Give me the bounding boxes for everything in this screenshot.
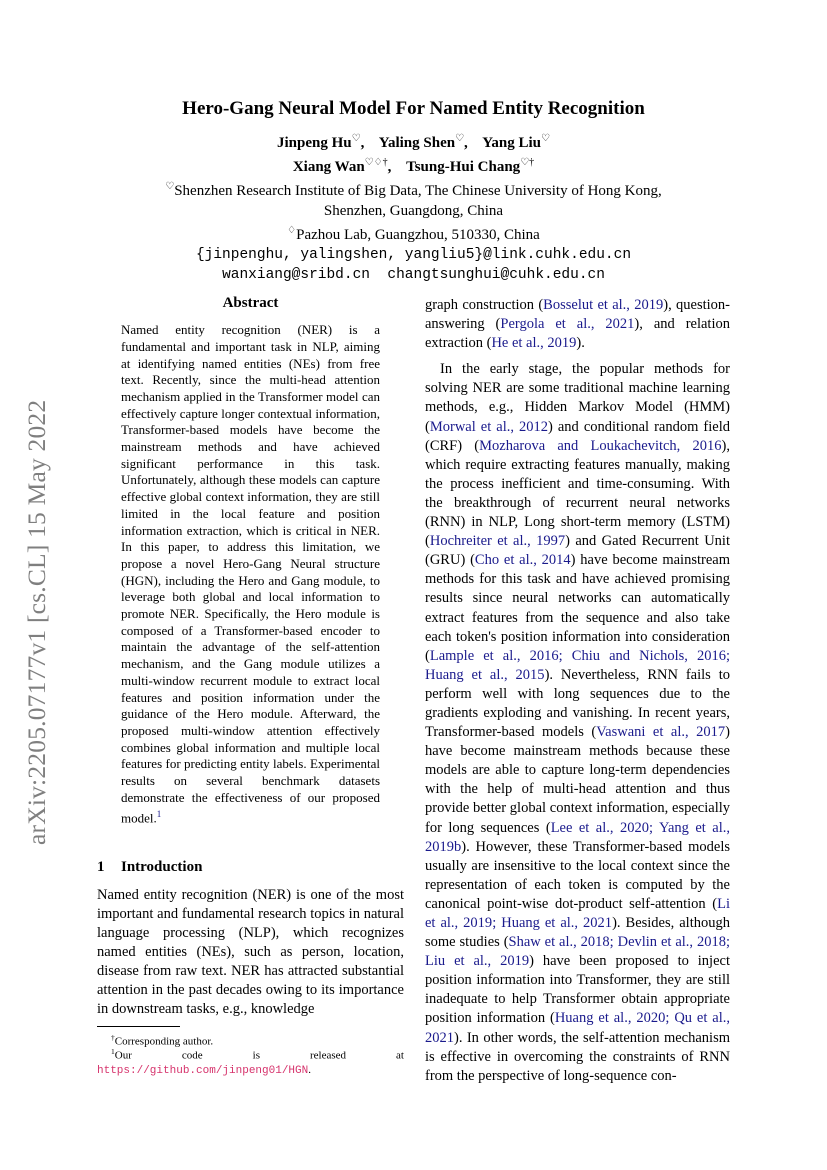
- body-text: ) and Gated Recurrent Unit (GRU) (: [425, 533, 730, 569]
- body-text: ), question-answering (: [425, 297, 731, 333]
- citation-link[interactable]: Mozharova and Loukachevitch, 2016: [479, 437, 722, 454]
- footnote-divider: [97, 1026, 180, 1027]
- intro-paragraph: Named entity recognition (NER) is one of the most important and fundamental research topics in natural language processing (NLP), which recognizes named entities (NEs), such as person, location, disease from raw text. NER has attracted substantial attention in the past decades owing to its importance in downstream tasks, e.g., knowledge: [97, 886, 404, 1018]
- citation-link[interactable]: Huang et al., 2021: [501, 915, 613, 931]
- section-title: Introduction: [121, 858, 203, 875]
- affiliation-text: Shenzhen Research Institute of Big Data, The Chinese University of Hong Kong,: [174, 183, 662, 199]
- citation-link[interactable]: Chiu and Nichols, 2016: [571, 647, 726, 664]
- citation-link[interactable]: Qu et al., 2021: [425, 1010, 731, 1046]
- affiliation-text: Pazhou Lab, Guangzhou, 510330, China: [296, 227, 540, 243]
- body-text: ) have been proposed to inject position information into Transformer, they are still inadequate to help Transformer obtain appropriate position information (: [425, 953, 730, 1027]
- author-name: Yaling Shen: [378, 135, 456, 151]
- footnote-text: Corresponding author.: [114, 1035, 214, 1048]
- footnote-code: [97, 1045, 404, 1079]
- footnote-link[interactable]: 1: [156, 809, 162, 820]
- footnote-text: Our code is released at: [114, 1049, 404, 1062]
- body-text: ). Nevertheless, RNN fails to perform well with long sequences due to the gradients exploding and vanishing. In recent years, Transformer-based models (: [425, 666, 731, 741]
- citation-link[interactable]: Pergola et al., 2021: [500, 316, 635, 333]
- code-url-link[interactable]: https://github.com/jinpeng01/HGN: [97, 1065, 309, 1078]
- body-text: In the early stage, the popular methods for solving NER are some traditional machine learning methods, e.g., Hidden Markov Model (HMM) (: [425, 361, 730, 435]
- arxiv-watermark: arXiv:2205.07177v1 [cs.CL] 15 May 2022: [22, 399, 51, 845]
- affiliation-mark: ♡♢†: [364, 157, 388, 168]
- body-text: ) and conditional random field (CRF) (: [425, 418, 730, 454]
- citation-link[interactable]: He et al., 2019: [491, 335, 577, 352]
- affiliation-2: [60, 221, 767, 245]
- body-text: ). However, these Transformer-based models usually are insensitive to the local context since the representation of each token is computed by the canonical point-wise dot-product self-attention (: [425, 838, 730, 912]
- body-text: graph construction (: [425, 297, 544, 313]
- citation-separator: ;: [665, 1010, 675, 1027]
- abstract-heading: Abstract: [222, 295, 279, 311]
- body-text: ) have become mainstream methods because these models are able to capture long-term dependencies with the help of multi-head attention and thus provide better global context information, especially for long sequences (: [425, 724, 730, 836]
- body-text: ). Besides, although some studies (: [425, 915, 730, 951]
- affiliation-mark: ♢: [287, 225, 297, 236]
- citation-link[interactable]: Lample et al., 2016: [429, 647, 559, 664]
- affiliation-mark: ♡: [351, 133, 361, 144]
- email-block: [60, 245, 767, 285]
- author-name: Tsung-Hui Chang: [406, 159, 521, 175]
- author-line-1: [60, 129, 767, 153]
- author-line-2: [60, 153, 767, 177]
- affiliation-text: Shenzhen, Guangdong, China: [323, 203, 504, 219]
- body-text: ).: [576, 335, 585, 352]
- body-text: ) have become mainstream methods for this task and have achieved promising results since neural networks can automatically extract features from the sequence and also take each token's position information into consideration (: [425, 552, 730, 664]
- citation-link[interactable]: Shaw et al., 2018: [508, 934, 610, 951]
- citation-link[interactable]: Liu et al., 2019: [425, 953, 530, 970]
- intro-paragraph-continued: [425, 296, 730, 353]
- citation-separator: ;: [609, 934, 618, 951]
- citation-link[interactable]: Morwal et al., 2012: [429, 418, 549, 435]
- abstract-body: [121, 322, 380, 827]
- footnote-text: .: [308, 1064, 311, 1077]
- citation-link[interactable]: Bosselut et al., 2019: [543, 297, 664, 313]
- paper-header: [60, 96, 767, 285]
- separator: ,: [387, 159, 392, 175]
- email-line: {jinpenghu, yalingshen, yangliu5}@link.cuhk.edu.cn: [195, 247, 632, 263]
- body-text: ). In other words, the self-attention mechanism is effective in overcoming the constraints of RNN from the perspective of long-sequence con-: [425, 1029, 730, 1084]
- citation-link[interactable]: Yang et al., 2019b: [425, 819, 730, 855]
- citation-link[interactable]: Cho et al., 2014: [474, 552, 571, 569]
- right-column: [425, 296, 730, 1086]
- email-line: wanxiang@sribd.cn changtsunghui@cuhk.edu.cn: [222, 267, 605, 283]
- footnote-mark: 1: [111, 1047, 115, 1056]
- citation-link[interactable]: Devlin et al., 2018: [617, 934, 726, 951]
- citation-link[interactable]: Huang et al., 2015: [425, 666, 545, 683]
- intro-paragraph-2: [425, 360, 730, 1086]
- section-heading-introduction: [97, 858, 404, 877]
- citation-separator: ;: [492, 915, 502, 931]
- paper-title: Hero-Gang Neural Model For Named Entity Recognition: [182, 98, 645, 119]
- section-number: 1: [97, 858, 105, 875]
- body-text: ), and relation extraction (: [425, 316, 730, 352]
- affiliation-1: [60, 177, 767, 221]
- author-name: Yang Liu: [482, 135, 542, 151]
- citation-separator: ;: [725, 934, 730, 951]
- citation-link[interactable]: Huang et al., 2020: [554, 1010, 666, 1027]
- citation-link[interactable]: Lee et al., 2020: [550, 819, 649, 836]
- author-name: Xiang Wan: [292, 159, 365, 175]
- footnote-mark: †: [111, 1033, 115, 1042]
- affiliation-mark: ♡: [165, 181, 175, 192]
- citation-link[interactable]: Li et al., 2019: [425, 895, 730, 931]
- author-name: Jinpeng Hu: [276, 135, 352, 151]
- body-text: ), which require extracting features manually, making the process inefficient and time-consuming. With the breakthrough of recurrent neural networks (RNN) in NLP, Long short-term memory (LSTM) (: [425, 437, 730, 550]
- citation-separator: ;: [648, 819, 659, 836]
- author-list: [60, 129, 767, 177]
- affiliation-mark: ♡†: [520, 157, 535, 168]
- citation-separator: ;: [725, 647, 731, 664]
- abstract-text: Named entity recognition (NER) is a fundamental and important task in NLP, aiming at identifying named entities (NEs) from free text. Recently, since the multi-head attention mechanism applied in the Transformer model can effectively capture longer contextual information, Transformer-based models have become the mainstream methods and have achieved significant performance in this task. Unfortunately, although these models can capture effective global context information, they are still limited in the local feature and position information extraction, which is critical in NER. In this paper, to address this limitation, we propose a novel Hero-Gang Neural structure (HGN), including the Hero and Gang module, to leverage both global and local information to promote NER. Specifically, the Hero module is composed of a Transformer-based encoder to maintain the advantage of the self-attention mechanism, and the Gang module utilizes a multi-window recurrent module to extract local features and position information under the guidance of the Hero module. Afterward, the proposed multi-window attention effectively combines global information and multiple local features for predicting entity labels. Experimental results on several benchmark datasets demonstrate the effectiveness of our proposed model.: [121, 322, 380, 826]
- citation-separator: ;: [558, 647, 572, 664]
- separator: ,: [360, 135, 365, 151]
- citation-link[interactable]: Vaswani et al., 2017: [596, 724, 726, 741]
- citation-link[interactable]: Hochreiter et al., 1997: [429, 533, 566, 550]
- affiliation-mark: ♡: [455, 133, 465, 144]
- left-column: [97, 294, 404, 1019]
- affiliation-mark: ♡: [541, 133, 550, 144]
- separator: ,: [464, 135, 468, 151]
